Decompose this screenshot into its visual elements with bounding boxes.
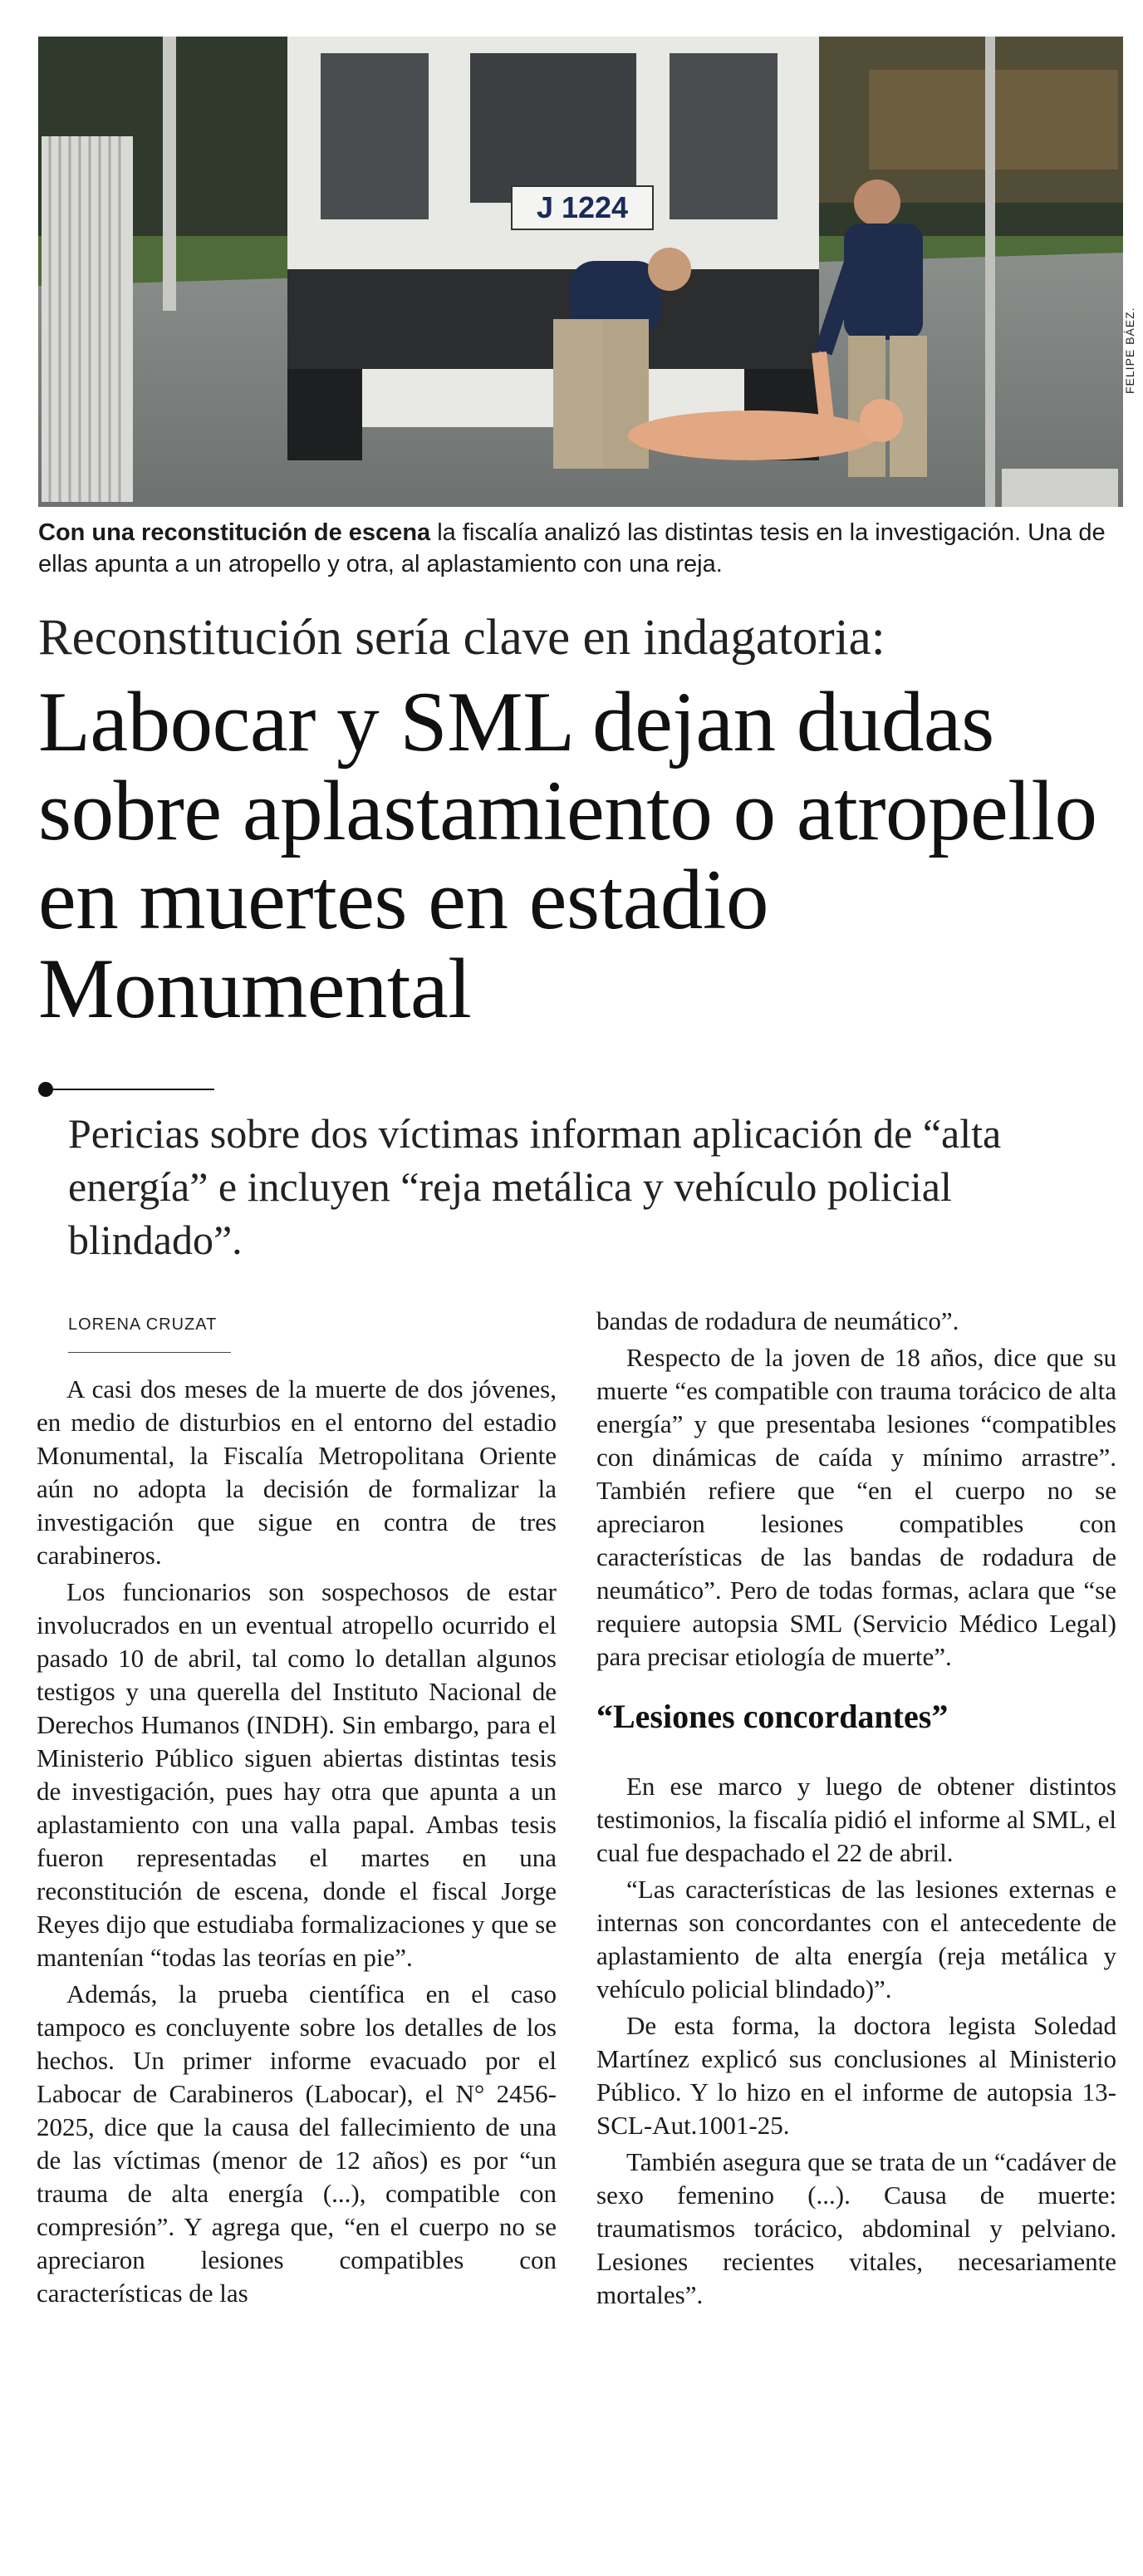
paragraph: Los funcionarios son sospechosos de estar involucrados en un eventual atropello ocurrido el pasado 10 de abril, tal como lo detallan algunos testigos y una querella del Instituto Nacional de Derechos Humanos (INDH). Sin embargo, para el Ministerio Público siguen abiertas distintas tesis de investigación, pues hay otra que apunta a un aplastamiento con una valla papal. Ambas tesis fueron representadas el martes en una reconstitución de escena, donde el fiscal Jorge Reyes dijo que estudiaba formalizaciones y que se mantenían “todas las teorías en pie”. — [37, 1577, 557, 1972]
headline: Labocar y SML dejan dudas sobre aplastamiento o atropello en muertes en estadio Monumental — [38, 675, 1097, 1036]
body-column-1 — [37, 1373, 557, 2313]
deck-rule-line — [50, 1089, 214, 1090]
paragraph: Respecto de la joven de 18 años, dice que su muerte “es compatible con trauma torácico de alta energía” y que presentaba lesiones “compatibles con dinámicas de caída y mínimo arrastre”. También refiere que “en el cuerpo no se apreciaron lesiones compatibles con características de las bandas de rodadura de neumático”. Pero de todas formas, aclara que “se requiere autopsia SML (Servicio Médico Legal) para precisar etiología de muerte”. — [596, 1343, 1116, 1671]
reconstruction-scene-image — [38, 37, 1123, 507]
subheading: “Lesiones concordantes” — [596, 1698, 949, 1735]
photo-credit: FELIPE BÁEZ. — [1123, 307, 1136, 394]
kicker: Reconstitución sería clave en indagatoria: — [38, 610, 885, 666]
paragraph: A casi dos meses de la muerte de dos jóvenes, en medio de disturbios en el entorno del estadio Monumental, la Fiscalía Metropolitana Oriente aún no adopta la decisión de formalizar la investigación que sigue en contra de tres carabineros. — [37, 1374, 557, 1570]
news-photo — [38, 37, 1123, 507]
byline: LORENA CRUZAT — [68, 1315, 218, 1334]
paragraph: “Las características de las lesiones externas e internas son concordantes con el antecedente de aplastamiento de alta energía (reja metálica y vehículo policial blindado)”. — [596, 1875, 1116, 2003]
byline-rule — [68, 1352, 231, 1353]
paragraph: Además, la prueba científica en el caso tampoco es concluyente sobre los detalles de los hechos. Un primer informe evacuado por el Labocar de Carabineros (Labocar), el N° 2456-2025, dice que la causa del fallecimiento de una de las víctimas (menor de 12 años) es por “un trauma de alta energía (...), compatible con compresión”. Y agrega que, “en el cuerpo no se apreciaron lesiones compatibles con características de las — [37, 1979, 557, 2308]
paragraph-continued: bandas de rodadura de neumático”. — [596, 1306, 959, 1335]
photo-caption — [38, 517, 1126, 580]
paragraph: De esta forma, la doctora legista Soledad Martínez explicó sus conclusiones al Ministerio Público. Y lo hizo en el informe de autopsia 13-SCL-Aut.1001-25. — [596, 2011, 1116, 2140]
paragraph: En ese marco y luego de obtener distintos testimonios, la fiscalía pidió el informe al SML, el cual fue despachado el 22 de abril. — [596, 1772, 1116, 1867]
paragraph: También asegura que se trata de un “cadáver de sexo femenino (...). Causa de muerte: traumatismos torácico, abdominal y pelviano. Lesiones recientes vitales, necesariamente mortales”. — [596, 2147, 1116, 2309]
caption-lead: Con una reconstitución de escena — [38, 519, 431, 546]
deck: Pericias sobre dos víctimas informan aplicación de “alta energía” e incluyen “reja metálica y vehículo policial blindado”. — [68, 1110, 1002, 1263]
vehicle-plate: J 1224 — [536, 190, 629, 224]
caption-text: la fiscalía analizó las distintas tesis en la investigación. Una de ellas apunta a un atropello y otra, al aplastamiento con una reja. — [38, 519, 1106, 578]
body-column-2 — [596, 1305, 1116, 2315]
